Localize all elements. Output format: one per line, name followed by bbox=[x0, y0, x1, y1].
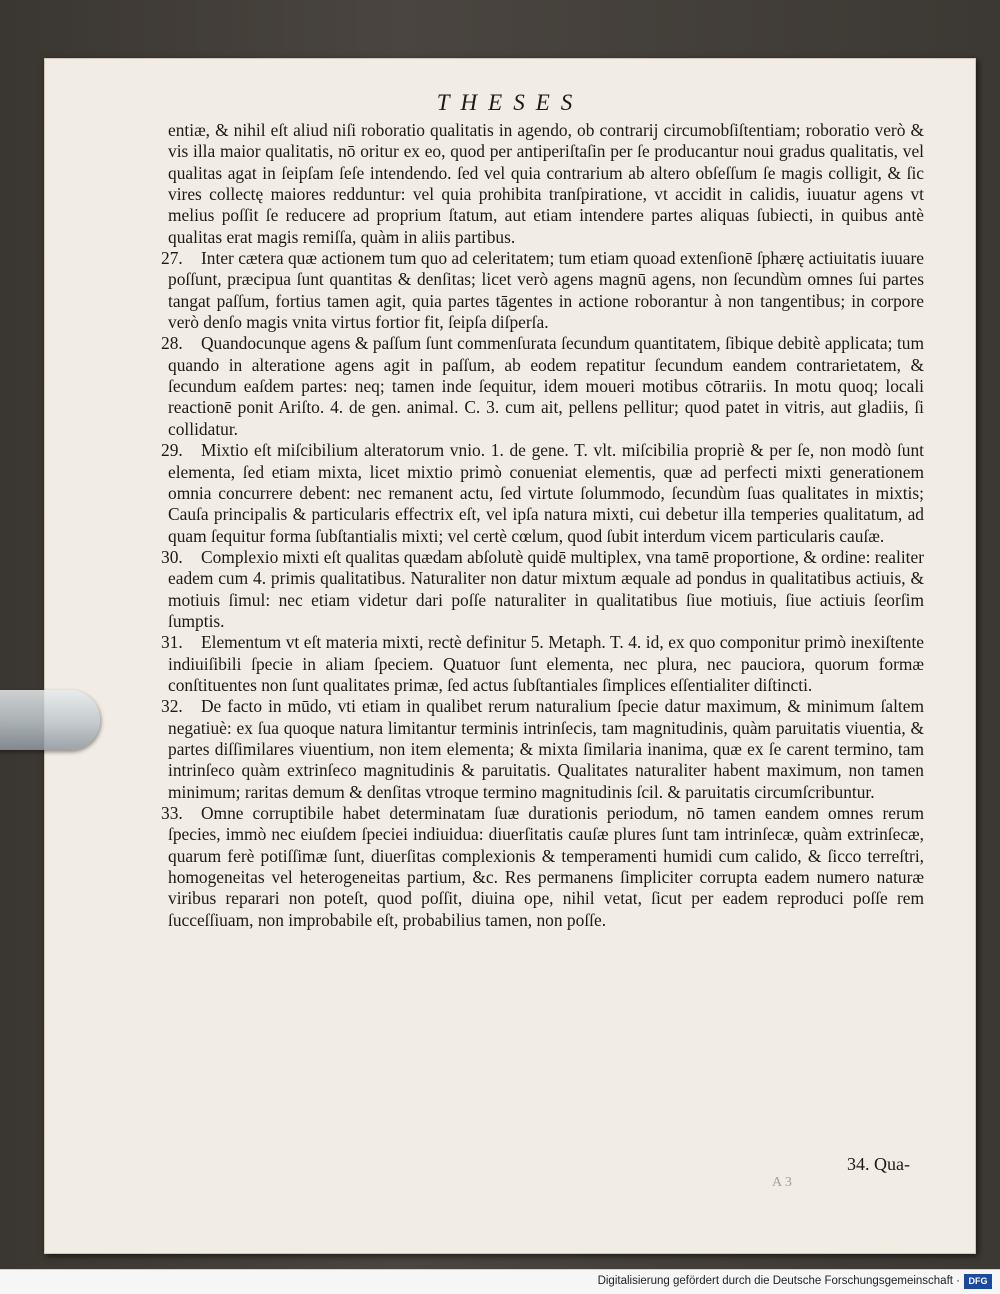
thesis-number: 32. bbox=[161, 696, 183, 717]
page-clip bbox=[0, 690, 100, 750]
paragraph-continued bbox=[168, 120, 924, 248]
paragraph-text: Elementum vt eſt materia mixti, rectè definitur 5. Metaph. T. 4. id, ex quo componitur primò inexiſtente indiuiſibili ſpecie in aliam ſpeciem. Quatuor ſunt elementa, nec plura, nec pauciora, quorum formæ conſtituentes non ſunt qualitates primæ, ſed actus ſubſtantiales ſimplices eſſentialiter diſtincti. bbox=[168, 632, 924, 695]
book-page bbox=[44, 58, 976, 1254]
paragraph-text: Inter cætera quæ actionem tum quo ad celeritatem; tum etiam quoad extenſionē ſphærę actiuitatis iuuare poſſunt, præcipua ſunt quantitas & denſitas; licet verò agens magnū agens, non ſecundùm omnes ſui partes tangat paſſum, fortius tamen agit, quia partes tāgentes in actione roborantur à non tangentibus; in corpore verò denſo magis vnita virtus fortior fit, ſeipſa diſperſa. bbox=[168, 248, 924, 333]
thesis-30 bbox=[161, 546, 925, 632]
paragraph-text: Quandocunque agens & paſſum ſunt commenſurata ſecundum quantitatem, ſibique debitè applicata; tum quando in alteratione agens agit in paſſum, ab eodem repatitur ſecundum eandem contrarietatem, & ſecundum eaſdem partes: neq; tamen inde ſequitur, idem moueri motibus cōtrariis. In motu quoq; locali reactionē ponit Ariſto. 4. de gen. animal. C. 3. cum ait, pellens pellitur; quod patet in vitris, aut gladiis, ſi collidatur. bbox=[168, 333, 924, 439]
body-text bbox=[161, 120, 925, 931]
footer-bar bbox=[0, 1269, 1000, 1294]
thesis-number: 31. bbox=[161, 632, 183, 653]
dfg-logo-icon[interactable]: DFG bbox=[964, 1274, 992, 1289]
thesis-number: 33. bbox=[161, 803, 183, 823]
signature-mark: A 3 bbox=[772, 1175, 792, 1190]
thesis-31 bbox=[161, 632, 924, 696]
thesis-27 bbox=[161, 248, 924, 333]
running-head: THESES bbox=[436, 90, 584, 115]
paragraph-text: Omne corruptibile habet determinatam ſuæ durationis periodum, nō tamen eandem omnes rerum ſpecies, immò nec eiuſdem ſpeciei indiuidua: diuerſitatis cauſæ plures ſunt tam intrinſecæ, quàm extrinſecæ, quarum ferè potiſſimæ ſunt, diuerſitas complexionis & temperamenti humidi cum calido, & ſicco terreſtri, homogeneitas vel heterogeneitas partium, &c. Res permanens ſimpliciter corrupta eadem numero naturæ viribus reparari non poteſt, quod poſſit, diuina ope, nihil vetat, ſicut per eadem reproduci poſſe rem ſucceſſiuam, non improbabile eſt, probabilius tamen, non poſſe. bbox=[168, 803, 924, 930]
paragraph-text: Complexio mixti eſt qualitas quædam abſolutè quidē multiplex, vna tamē proportione, & ordine: realiter eadem cum 4. primis qualitatibus. Naturaliter non datur mixtum æquale ad pondus in qualitatibus actiuis, & motiuis ſimul: nec etiam videtur dari poſſe naturaliter in qualitatibus ſiue motiuis, ſiue actiuis ſeorſim ſumptis. bbox=[168, 546, 925, 631]
thesis-number: 27. bbox=[161, 248, 183, 269]
paragraph-text: De facto in mūdo, vti etiam in qualibet rerum naturalium ſpecie datur maximum, & minimum ſaltem negatiuè: ex ſua quoque natura limitantur terminis intrinſecis, tam magnitudinis, quàm paruitatis viuentia, & partes diſſimilares viuentium, non item elementa; & mixta ſimilaria inanima, quæ ex ſe carent termino, tam intrinſeco quàm extrinſeco magnitudinis & paruitatis. Qualitates naturaliter habent maximum, non tamen minimum; raritas demum & denſitas vtroque termino magnitudinis ſcil. & paruitatis circumſcribuntur. bbox=[168, 696, 924, 802]
paragraph-text: Mixtio eſt miſcibilium alteratorum vnio. 1. de gene. T. vlt. miſcibilia propriè & per ſe, non modò ſunt elementa, ſed etiam mixta, licet mixtio primò conueniat elementis, quæ ad perfecti mixti generationem omnia concurrere debent: nec remanent actu, ſed virtute ſolummodo, ſecundùm ſuas qualitates in mixtis; Cauſa principalis & particularis effectrix eſt, vel ipſa natura mixti, cui debetur illa temperies qualitatum, ad quam ſequitur forma ſubſtantialis mixti; vel certè cœlum, quod ſubit interdum vicem particularis cauſæ. bbox=[168, 440, 924, 546]
thesis-number: 28. bbox=[161, 333, 183, 354]
thesis-32 bbox=[161, 696, 924, 803]
footer-credit: Digitalisierung gefördert durch die Deutsche Forschungsgemeinschaft · bbox=[597, 1275, 960, 1287]
thesis-28 bbox=[161, 333, 924, 440]
thesis-number: 30. bbox=[161, 546, 183, 567]
thesis-number: 29. bbox=[161, 440, 183, 461]
thesis-33 bbox=[161, 803, 924, 931]
paragraph-text: entiæ, & nihil eſt aliud niſi roboratio qualitatis in agendo, ob contrarij circumobſiſtentiam; roboratio verò & vis illa maior qualitatis, nō oritur ex eo, quod per antiperiſtaſin per ſe producantur noui gradus qualitatis, vel qualitas agat in ſeipſam ſeſe intendendo. ſed vel quia contrarium ab altero obſeſſum ſe magis colligit, & ſic vires collectę maiores redduntur: vel quia prohibita tranſpiratione, vt accidit in calidis, iuuatur agens vt melius poſſit ſe reducere ad proprium ſtatum, aut etiam intendere partes aliquas ſubiecti, in quibus antè qualitas erat magis remiſſa, quàm in aliis partibus. bbox=[168, 120, 924, 247]
catchword: 34. Qua- bbox=[847, 1154, 910, 1174]
thesis-29 bbox=[161, 440, 924, 547]
